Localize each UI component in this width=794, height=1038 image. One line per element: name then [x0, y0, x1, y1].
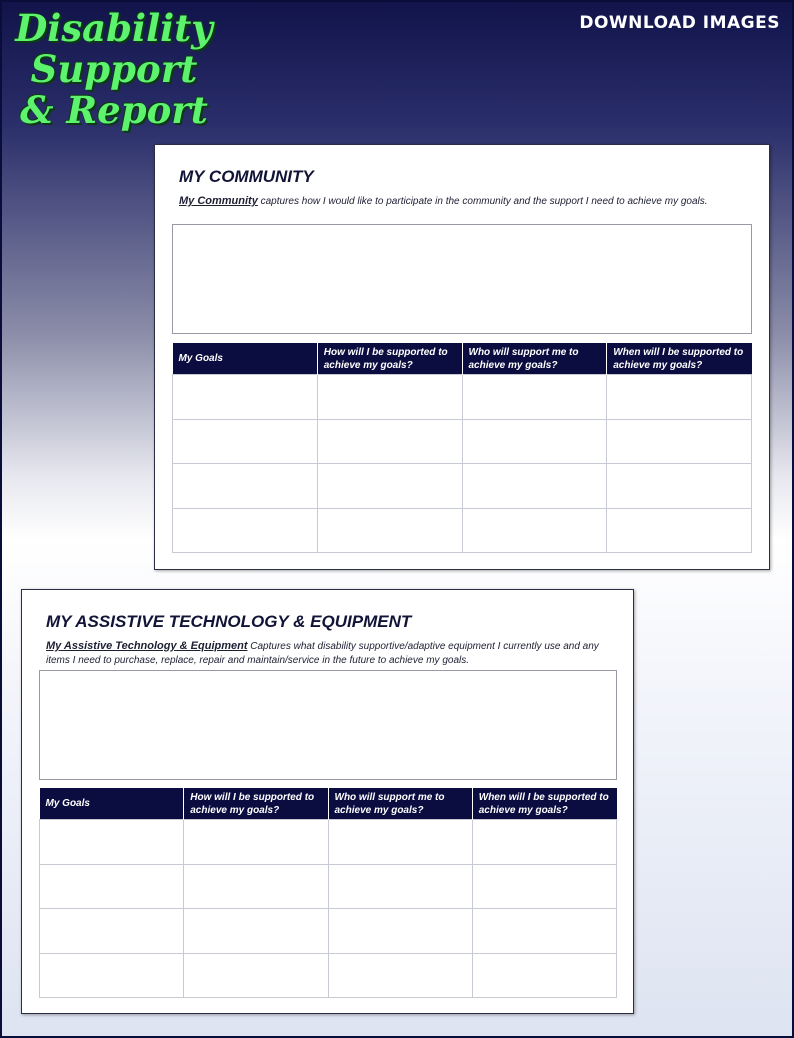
- table-cell[interactable]: [317, 464, 462, 509]
- assistive-description-bold: My Assistive Technology & Equipment: [46, 640, 248, 652]
- table-cell[interactable]: [607, 419, 752, 464]
- table-cell[interactable]: [462, 419, 607, 464]
- table-cell[interactable]: [184, 909, 328, 954]
- table-cell[interactable]: [317, 375, 462, 420]
- column-header-how-supported: How will I be supported to achieve my goals?: [317, 343, 462, 375]
- table-cell[interactable]: [328, 909, 472, 954]
- assistive-description-text: Captures what disability supportive/adaptive equipment I currently use and any items I need to purchase, replace, repair and maintain/service in the future to achieve my goals.: [46, 641, 599, 666]
- column-header-when-supported: When will I be supported to achieve my goals?: [472, 788, 616, 820]
- table-cell[interactable]: [40, 820, 184, 865]
- logo-line-3: & Report: [20, 88, 208, 132]
- table-cell[interactable]: [173, 375, 318, 420]
- community-card: [154, 144, 770, 570]
- table-cell[interactable]: [40, 864, 184, 909]
- table-row: [173, 375, 752, 420]
- table-cell[interactable]: [607, 508, 752, 553]
- community-description-text: captures how I would like to participate in the community and the support I need to achieve my goals.: [257, 196, 708, 207]
- logo: [14, 8, 214, 131]
- table-cell[interactable]: [184, 820, 328, 865]
- table-cell[interactable]: [317, 508, 462, 553]
- logo-line-2: Support: [30, 47, 198, 91]
- table-cell[interactable]: [328, 864, 472, 909]
- assistive-technology-card: [21, 589, 634, 1014]
- table-cell[interactable]: [173, 464, 318, 509]
- table-cell[interactable]: [184, 953, 328, 998]
- download-images-label: DOWNLOAD IMAGES: [579, 13, 780, 33]
- table-cell[interactable]: [607, 375, 752, 420]
- table-cell[interactable]: [184, 864, 328, 909]
- table-cell[interactable]: [472, 864, 616, 909]
- assistive-description: [46, 639, 612, 668]
- table-cell[interactable]: [173, 508, 318, 553]
- table-row: [173, 508, 752, 553]
- table-row: [40, 909, 617, 954]
- table-row: [40, 953, 617, 998]
- column-header-who-supports: Who will support me to achieve my goals?: [462, 343, 607, 375]
- column-header-my-goals: My Goals: [173, 343, 318, 375]
- assistive-title: MY ASSISTIVE TECHNOLOGY & EQUIPMENT: [46, 612, 412, 631]
- community-description: [179, 194, 749, 209]
- table-cell[interactable]: [462, 508, 607, 553]
- column-header-my-goals: My Goals: [40, 788, 184, 820]
- table-row: [173, 464, 752, 509]
- table-cell[interactable]: [607, 464, 752, 509]
- assistive-goals-table: [39, 788, 617, 998]
- table-cell[interactable]: [472, 909, 616, 954]
- community-title: MY COMMUNITY: [179, 167, 314, 186]
- table-cell[interactable]: [462, 375, 607, 420]
- table-cell[interactable]: [40, 953, 184, 998]
- table-cell[interactable]: [472, 953, 616, 998]
- table-cell[interactable]: [462, 464, 607, 509]
- table-cell[interactable]: [173, 419, 318, 464]
- community-goals-table: [172, 343, 752, 553]
- community-description-bold: My Community: [179, 195, 258, 207]
- table-cell[interactable]: [328, 953, 472, 998]
- column-header-who-supports: Who will support me to achieve my goals?: [328, 788, 472, 820]
- community-notes-box[interactable]: [172, 224, 752, 334]
- logo-line-1: Disability: [15, 6, 213, 50]
- assistive-notes-box[interactable]: [39, 670, 617, 780]
- table-cell[interactable]: [472, 820, 616, 865]
- table-row: [173, 419, 752, 464]
- column-header-how-supported: How will I be supported to achieve my goals?: [184, 788, 328, 820]
- table-cell[interactable]: [328, 820, 472, 865]
- table-row: [40, 864, 617, 909]
- table-cell[interactable]: [40, 909, 184, 954]
- table-cell[interactable]: [317, 419, 462, 464]
- column-header-when-supported: When will I be supported to achieve my goals?: [607, 343, 752, 375]
- table-row: [40, 820, 617, 865]
